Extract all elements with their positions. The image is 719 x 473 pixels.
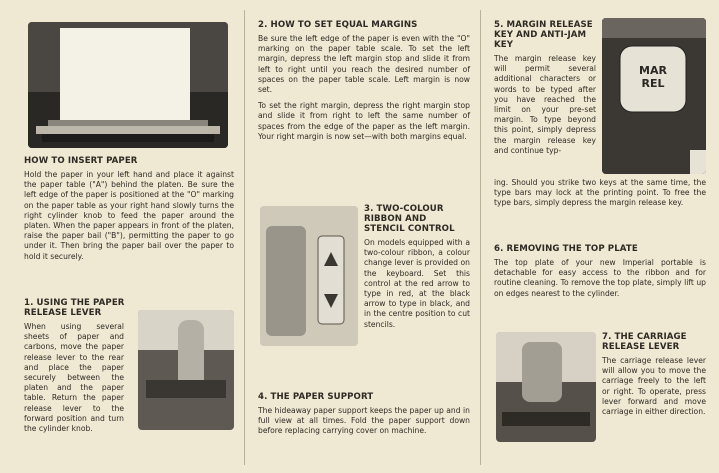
colour-control-photo — [260, 206, 358, 346]
equal-margins-title: 2. HOW TO SET EQUAL MARGINS — [258, 20, 418, 30]
colour-lever-illustration — [260, 206, 358, 346]
column-3 — [494, 14, 706, 465]
carriage-release-title: 7. THE CARRIAGE RELEASE LEVER — [602, 332, 687, 352]
margin-release-title: 5. MARGIN RELEASE KEY AND ANTI-JAM KEY — [494, 20, 593, 50]
paper-release-photo — [138, 310, 234, 430]
insert-paper-title: HOW TO INSERT PAPER — [24, 156, 138, 166]
two-colour-title: 3. TWO-COLOUR RIBBON AND STENCIL CONTROL — [364, 204, 455, 234]
paper-release-lever-illustration — [138, 310, 234, 430]
insert-paper-body: Hold the paper in your left hand and place it against the paper table ("A") behind the platen. Be sure the left edge of the paper is positioned at the "O" marking on the paper table as your right hand slowly turns the right cylinder knob to feed the paper around the platen. When the paper appears in front of the platen, raise the paper bail ("B"), permitting the paper to go under it. Then bring the paper bail over the paper to hold it securely. — [24, 170, 234, 261]
top-plate-title: 6. REMOVING THE TOP PLATE — [494, 244, 638, 254]
paper-support-title: 4. THE PAPER SUPPORT — [258, 392, 374, 402]
divider-2 — [480, 10, 481, 465]
top-plate-body: The top plate of your new Imperial portable is detachable for easy access to the ribbon and for routine cleaning. To remove the top plate, simply lift up on edges nearest to the cylinder. — [494, 258, 706, 298]
divider-1 — [244, 10, 245, 465]
typewriter-paper-illustration — [28, 22, 228, 148]
equal-margins-body-2: To set the right margin, depress the right margin stop and slide it from right to left the same number of spaces from the edge of the paper as the left margin. Your right margin is now set—with both margins equal. — [258, 101, 470, 141]
carriage-release-photo — [496, 332, 596, 442]
rel-key-label: REL — [641, 77, 665, 90]
carriage-release-body: The carriage release lever will allow you to move the carriage freely to the left or right. To operate, press lever forward and move carriage in either direction. — [602, 356, 706, 417]
column-1 — [24, 14, 234, 465]
insert-paper-photo — [28, 22, 228, 148]
two-colour-body: On models equipped with a two-colour ribbon, a colour change lever is provided on the keyboard. Set this control at the red arrow to type in red, at the black arrow to type in black, and in the centre position to cut stencils. — [364, 238, 470, 329]
column-2 — [258, 14, 470, 465]
margin-release-body-wide: ing. Should you strike two keys at the same time, the type bars may lock at the printing point. To free the type bars, simply depress the margin release key. — [494, 178, 706, 208]
carriage-lever-illustration — [496, 332, 596, 442]
equal-margins-body-1: Be sure the left edge of the paper is even with the "O" marking on the paper table scale. To set the left margin, depress the left margin stop and slide it from left to right until you reach the desired number of spaces on the paper table scale. Left margin is now set. — [258, 34, 470, 95]
margin-release-body-narrow: The margin release key will permit several additional characters or words to be typed after you have reached the limit on your pre-set margin. To type beyond this point, simply depress the margin release key and continue typ- — [494, 54, 596, 155]
margin-release-photo — [602, 18, 706, 174]
paper-release-title: 1. USING THE PAPER RELEASE LEVER — [24, 298, 125, 318]
paper-support-body: The hideaway paper support keeps the paper up and in full view at all times. Fold the paper support down before replacing carrying cover on machine. — [258, 406, 470, 436]
paper-release-body: When using several sheets of paper and carbons, move the paper release lever to the rear and place the paper securely between the platen and the paper table. Return the paper release lever to the forward position and turn the cylinder knob. — [24, 322, 124, 434]
mar-key-label: MAR — [639, 64, 667, 77]
mar-rel-key-illustration — [602, 18, 706, 174]
